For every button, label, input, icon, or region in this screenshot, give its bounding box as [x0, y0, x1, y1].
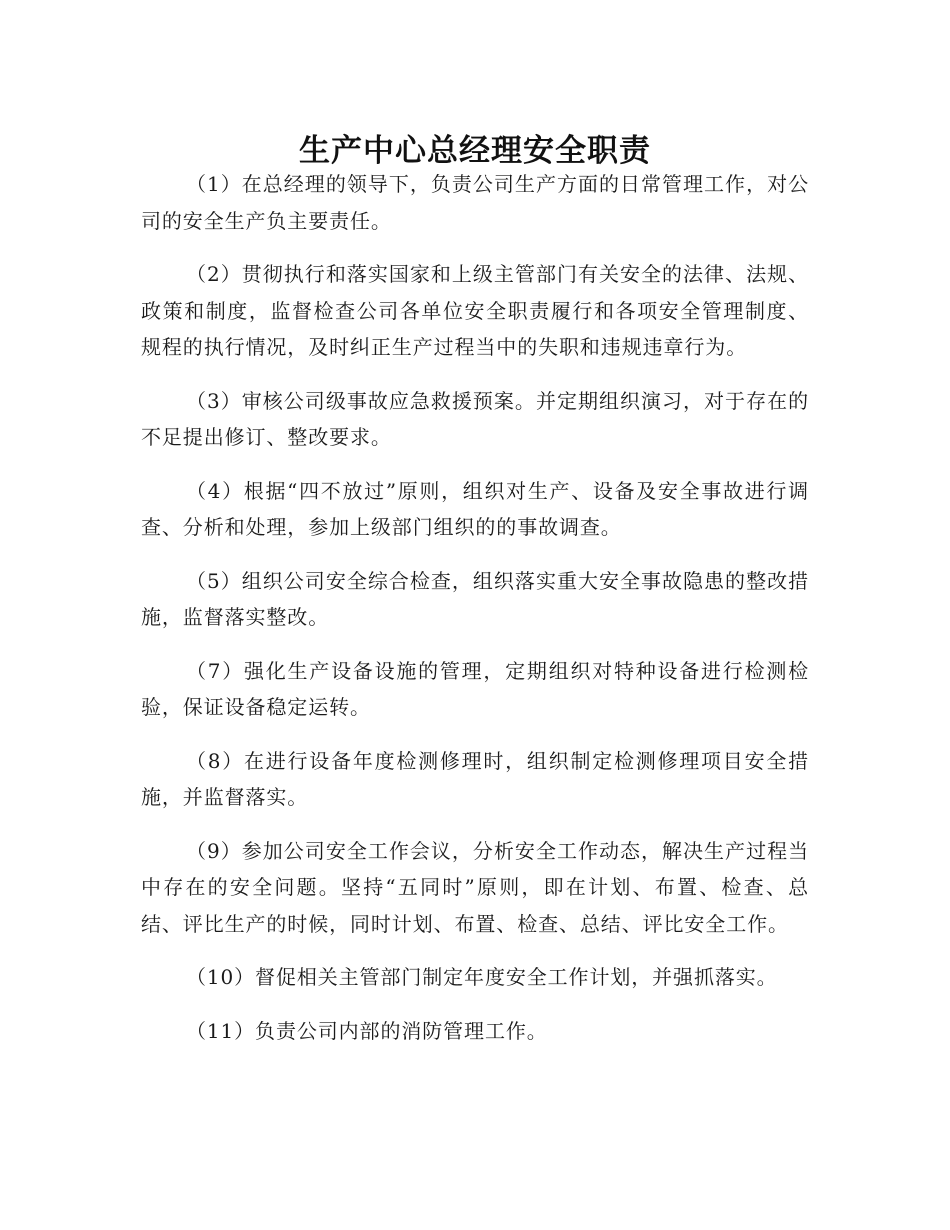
- clause-3: （3）审核公司级事故应急救援预案。并定期组织演习，对于存在的不足提出修订、整改要求。: [141, 388, 809, 449]
- document-title: 生产中心总经理安全职责: [299, 132, 651, 169]
- clause-7: （7）强化生产设备设施的管理，定期组织对特种设备进行检测检验，保证设备稳定运转。: [141, 658, 809, 719]
- clause-11: （11）负责公司内部的消防管理工作。: [186, 1018, 548, 1043]
- clause-5: （5）组织公司安全综合检查，组织落实重大安全事故隐患的整改措施，监督落实整改。: [141, 568, 809, 629]
- clause-8: （8）在进行设备年度检测修理时，组织制定检测修理项目安全措施，并监督落实。: [141, 748, 809, 809]
- clause-1: （1）在总经理的领导下，负责公司生产方面的日常管理工作，对公司的安全生产负主要责任。: [141, 172, 809, 233]
- clause-4: （4）根据“四不放过”原则，组织对生产、设备及安全事故进行调查、分析和处理，参加上级部门组织的的事故调查。: [141, 478, 809, 539]
- clause-10: （10）督促相关主管部门制定年度安全工作计划，并强抓落实。: [186, 965, 778, 989]
- clause-9: （9）参加公司安全工作会议，分析安全工作动态，解决生产过程当中存在的安全问题。坚持“五同时”原则，即在计划、布置、检查、总结、评比生产的时候，同时计划、布置、检查、总结、评比安全工作。: [141, 838, 809, 936]
- clause-2: （2）贯彻执行和落实国家和上级主管部门有关安全的法律、法规、政策和制度，监督检查公司各单位安全职责履行和各项安全管理制度、规程的执行情况，及时纠正生产过程当中的失职和违规违章行为。: [141, 262, 809, 359]
- document-body: [141, 166, 809, 1066]
